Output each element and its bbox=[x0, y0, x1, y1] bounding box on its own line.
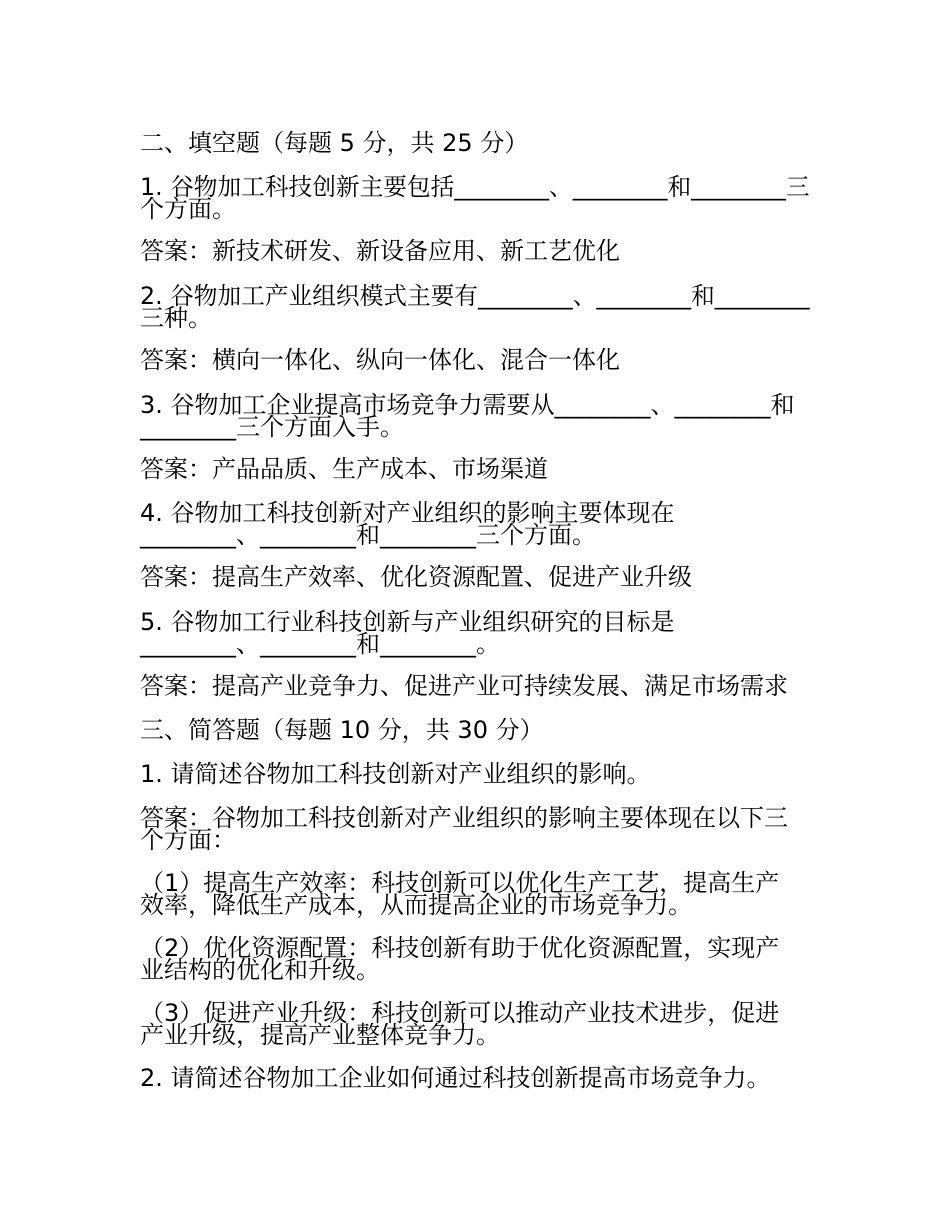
section2-heading: 二、填空题（每题 5 分，共 25 分） bbox=[140, 129, 529, 157]
question-5-line1: 5. 谷物加工行业科技创新与产业组织研究的目标是 bbox=[140, 608, 675, 636]
answer-2: 答案：横向一体化、纵向一体化、混合一体化 bbox=[140, 346, 620, 374]
point-1-line2: 效率，降低生产成本，从而提高企业的市场竞争力。 bbox=[140, 891, 692, 919]
point-2-line1: （2）优化资源配置：科技创新有助于优化资源配置，实现产 bbox=[140, 934, 780, 962]
question-1-line2: 个方面。 bbox=[140, 195, 236, 223]
short-answer-1-line1: 答案：谷物加工科技创新对产业组织的影响主要体现在以下三 bbox=[140, 804, 788, 832]
question-4-line2: ________、________和________三个方面。 bbox=[140, 521, 596, 549]
point-3-line1: （3）促进产业升级：科技创新可以推动产业技术进步，促进 bbox=[140, 999, 780, 1027]
question-2-line2: 三种。 bbox=[140, 304, 212, 332]
short-question-1: 1. 请简述谷物加工科技创新对产业组织的影响。 bbox=[140, 760, 651, 788]
answer-3: 答案：产品品质、生产成本、市场渠道 bbox=[140, 455, 548, 483]
answer-1: 答案：新技术研发、新设备应用、新工艺优化 bbox=[140, 237, 620, 265]
point-2-line2: 业结构的优化和升级。 bbox=[140, 956, 380, 984]
point-1-line1: （1）提高生产效率：科技创新可以优化生产工艺，提高生产 bbox=[140, 869, 780, 897]
short-question-2: 2. 请简述谷物加工企业如何通过科技创新提高市场竞争力。 bbox=[140, 1064, 771, 1092]
section3-heading: 三、简答题（每题 10 分，共 30 分） bbox=[140, 716, 544, 744]
question-5-line2: ________、________和________。 bbox=[140, 630, 500, 658]
short-answer-1-line2: 个方面： bbox=[140, 826, 236, 854]
question-1-line1: 1. 谷物加工科技创新主要包括________、________和________三 bbox=[140, 173, 810, 201]
answer-4: 答案：提高生产效率、优化资源配置、促进产业升级 bbox=[140, 563, 692, 591]
question-4-line1: 4. 谷物加工科技创新对产业组织的影响主要体现在 bbox=[140, 499, 675, 527]
question-3-line1: 3. 谷物加工企业提高市场竞争力需要从________、________和 bbox=[140, 391, 795, 419]
point-3-line2: 产业升级，提高产业整体竞争力。 bbox=[140, 1021, 500, 1049]
question-3-line2: ________三个方面入手。 bbox=[140, 413, 404, 441]
question-2-line1: 2. 谷物加工产业组织模式主要有________、________和________ bbox=[140, 282, 810, 310]
answer-5: 答案：提高产业竞争力、促进产业可持续发展、满足市场需求 bbox=[140, 672, 788, 700]
